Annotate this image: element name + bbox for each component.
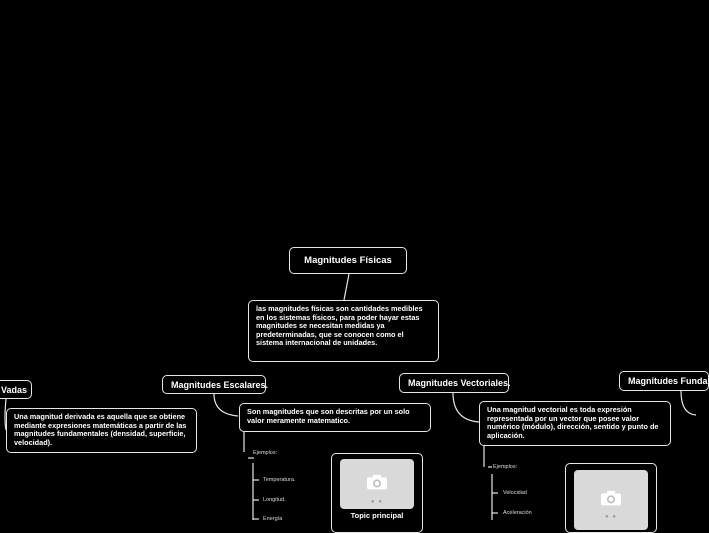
escalares-topic[interactable]	[162, 375, 269, 394]
escalares-image-caption: Topic principal	[350, 511, 404, 520]
escalares-examples-label: Ejemplos:	[253, 450, 278, 456]
escalares-example-2[interactable]: Longitud.	[263, 497, 286, 503]
image-pager-dots: ● ●	[605, 514, 617, 520]
vectoriales-example-1[interactable]: Velocidad	[503, 490, 527, 496]
vectoriales-examples-label: Ejemplos:	[493, 464, 518, 470]
camera-icon	[366, 474, 388, 490]
vectoriales-topic-label: Magnitudes Vectoriales.	[408, 378, 511, 388]
escalares-example-1[interactable]: Temperatura.	[263, 477, 296, 483]
derivadas-description[interactable]	[6, 408, 197, 453]
escalares-description[interactable]	[239, 403, 431, 432]
root-description-text: las magnitudes físicas son cantidades medibles en los sistemas físicos, para poder hayar estas magnitudes se necesitan medidas ya predeterminadas, que se conocen como el sistema internacional de unidades.	[256, 304, 423, 348]
vectoriales-topic[interactable]	[399, 373, 509, 393]
fundamentales-topic[interactable]	[619, 371, 709, 391]
derivadas-topic-label: Vadas	[1, 384, 28, 395]
escalares-description-text: Son magnitudes que son descritas por un solo valor meramente matematico.	[247, 407, 410, 425]
image-placeholder	[340, 459, 414, 509]
escalares-example-3[interactable]: Energía	[263, 516, 283, 522]
fundamentales-topic-label: Magnitudes Funda	[628, 376, 708, 386]
vectoriales-description[interactable]	[479, 401, 671, 446]
image-pager-dots: ● ●	[371, 499, 383, 505]
derivadas-topic[interactable]	[0, 380, 32, 399]
escalares-topic-label: Magnitudes Escalares.	[171, 379, 269, 390]
vectoriales-example-2[interactable]: Aceleración	[503, 510, 532, 516]
vectoriales-image-card[interactable]	[565, 463, 657, 533]
root-description[interactable]	[248, 300, 439, 362]
camera-icon	[600, 490, 622, 506]
vectoriales-description-text: Una magnitud vectorial es toda expresión representada por un vector que posee valor numérico (módulo), dirección, sentido y punto de aplicación.	[487, 405, 659, 440]
derivadas-description-text: Una magnitud derivada es aquella que se obtiene mediante expresiones matemáticas a partir de las magnitudes fundamentales (densidad, superficie, velocidad).	[14, 412, 187, 447]
image-placeholder	[574, 470, 648, 530]
escalares-image-card[interactable]	[331, 453, 423, 533]
root-topic[interactable]	[289, 247, 407, 274]
root-topic-label: Magnitudes Físicas	[304, 255, 392, 266]
